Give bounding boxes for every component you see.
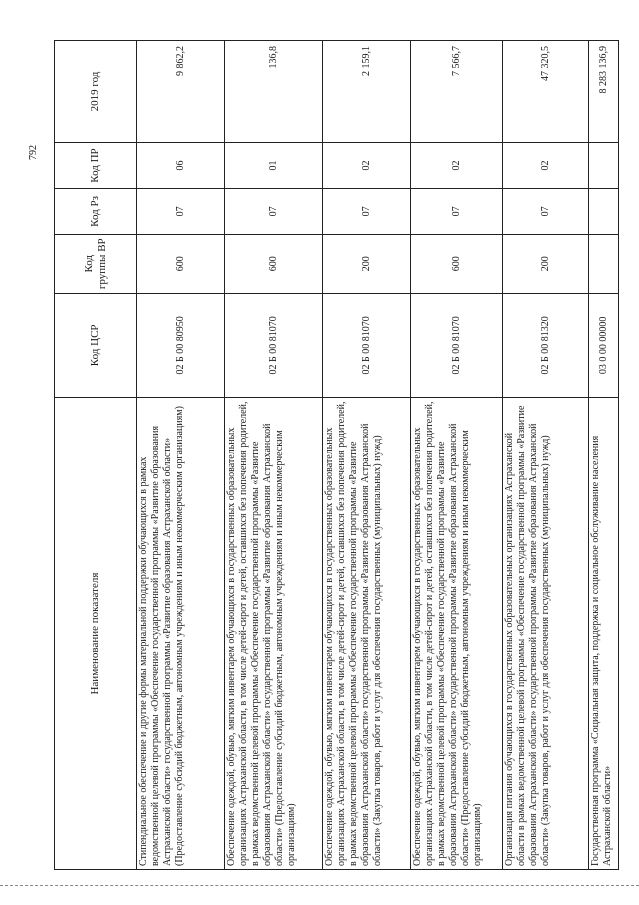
header-pr: Код ПР [55,143,137,189]
header-csr: Код ЦСР [55,293,137,398]
page-edge-divider [0,885,639,886]
header-row [55,41,137,870]
row-value: 8 283 136,9 [589,41,619,143]
row-csr: 02 Б 00 81070 [411,293,503,398]
header-name: Наименование показателя [55,398,137,870]
row-rz: 07 [411,188,503,234]
row-vr: 600 [137,234,225,293]
row-pr: 02 [411,143,503,189]
header-year: 2019 год [55,41,137,143]
row-value: 7 566,7 [411,41,503,143]
table-row [225,41,323,870]
row-csr: 02 Б 00 81070 [323,293,411,398]
row-pr: 02 [323,143,411,189]
row-csr: 02 Б 00 80950 [137,293,225,398]
row-csr: 02 Б 00 81070 [225,293,323,398]
row-name: Государственная программа «Социальная защита, поддержка и социальное обслуживание населения Астраханской области» [589,398,619,870]
row-name: Стипендиальное обеспечение и другие формы материальной поддержки обучающихся в рамках ведомственной целевой программы «Обеспечение государственной программы «Развитие образования Астраханской области» государственной программы «Развитие образования Астраханской области» (Предоставление субсидий бюджетным, автономным учреждениям и иным некоммерческим организациям) [137,398,225,870]
row-pr: 01 [225,143,323,189]
row-csr: 02 Б 00 81320 [503,293,589,398]
header-vr: Код группы ВР [55,234,137,293]
row-rz: 07 [503,188,589,234]
row-name: Обеспечение одеждой, обувью, мягким инвентарем обучающихся в государственных образовательных организациях Астраханской области, в том числе детей-сирот и детей, оставшихся без попечения родителей, в рамках ведомственной целевой программы «Обеспечение государственной программы «Развитие образования Астраханской области» государственной программы «Развитие образования Астраханской области» (Предоставление субсидий бюджетным, автономным учреждениям и иным некоммерческим организациям) [411,398,503,870]
row-pr: 02 [503,143,589,189]
row-rz: 07 [323,188,411,234]
row-name: Обеспечение одеждой, обувью, мягким инвентарем обучающихся в государственных образовательных организациях Астраханской области, в том числе детей-сирот и детей, оставшихся без попечения родителей, в рамках ведомственной целевой программы «Обеспечение государственной программы «Развитие образования Астраханской области» государственной программы «Развитие образования Астраханской области» (Закупка товаров, работ и услуг для обеспечения государственных (муниципальных) нужд) [323,398,411,870]
table-row [411,41,503,870]
row-pr [589,143,619,189]
row-csr: 03 0 00 00000 [589,293,619,398]
row-pr: 06 [137,143,225,189]
row-vr [589,234,619,293]
row-vr: 200 [503,234,589,293]
row-name: Организация питания обучающихся в государственных образовательных организациях Астраханской области в рамках ведомственной целевой программы «Обеспечение государственной программы «Развитие образования Астраханской области» государственной программы «Развитие образования Астраханской области» (Закупка товаров, работ и услуг для обеспечения государственных (муниципальных) нужд) [503,398,589,870]
table-row [137,41,225,870]
row-rz: 07 [137,188,225,234]
row-vr: 600 [411,234,503,293]
table-row [323,41,411,870]
row-vr: 600 [225,234,323,293]
budget-table-rotated [54,40,613,870]
table-row [589,41,619,870]
row-rz: 07 [225,188,323,234]
row-value: 2 159,1 [323,41,411,143]
row-vr: 200 [323,234,411,293]
page-number: 792 [28,145,39,160]
row-value: 9 862,2 [137,41,225,143]
header-rz: Код Рз [55,188,137,234]
row-name: Обеспечение одеждой, обувью, мягким инвентарем обучающихся в государственных образовательных организациях Астраханской области, в том числе детей-сирот и детей, оставшихся без попечения родителей, в рамках ведомственной целевой программы «Обеспечение государственной программы «Развитие образования Астраханской области» государственной программы «Развитие образования Астраханской области» (Предоставление субсидий бюджетным, автономным учреждениям и иным некоммерческим организациям) [225,398,323,870]
row-rz [589,188,619,234]
row-value: 136,8 [225,41,323,143]
row-value: 47 320,5 [503,41,589,143]
table-row [503,41,589,870]
budget-table [54,40,619,870]
